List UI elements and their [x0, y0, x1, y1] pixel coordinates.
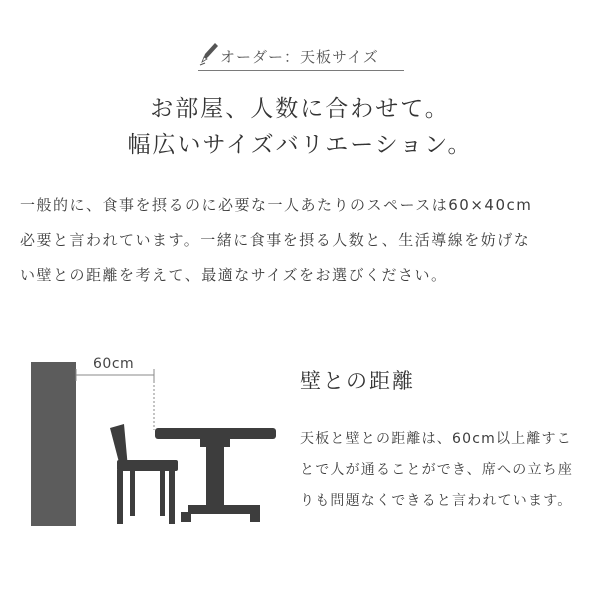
section-text-line-3: りも問題なくできると言われています。	[300, 493, 573, 509]
pen-icon	[198, 40, 220, 66]
section-title: 壁との距離	[300, 369, 415, 393]
section-text-line-2: とで人が通ることができ、席への立ち座	[300, 462, 574, 478]
section-label	[198, 40, 404, 71]
description-line-1: 一般的に、食事を摂るのに必要な一人あたりのスペースは60×40cm	[20, 196, 533, 214]
table-wall-distance-illustration	[0, 340, 290, 540]
section-label-text: オーダー：天板サイズ	[220, 48, 379, 66]
description-line-2: 必要と言われています。一緒に食事を摂る人数と、生活導線を妨げな	[20, 231, 531, 249]
headline-line-1: お部屋、人数に合わせて。	[150, 96, 450, 122]
headline-line-2: 幅広いサイズバリエーション。	[127, 132, 473, 158]
dimension-label: 60cm	[93, 356, 135, 372]
dimension-line	[76, 369, 154, 430]
wall-shape	[31, 362, 76, 526]
description-line-3: い壁との距離を考えて、最適なサイズをお選びください。	[20, 266, 448, 284]
section-text-line-1: 天板と壁との距離は、60cm以上離すこ	[300, 431, 572, 447]
